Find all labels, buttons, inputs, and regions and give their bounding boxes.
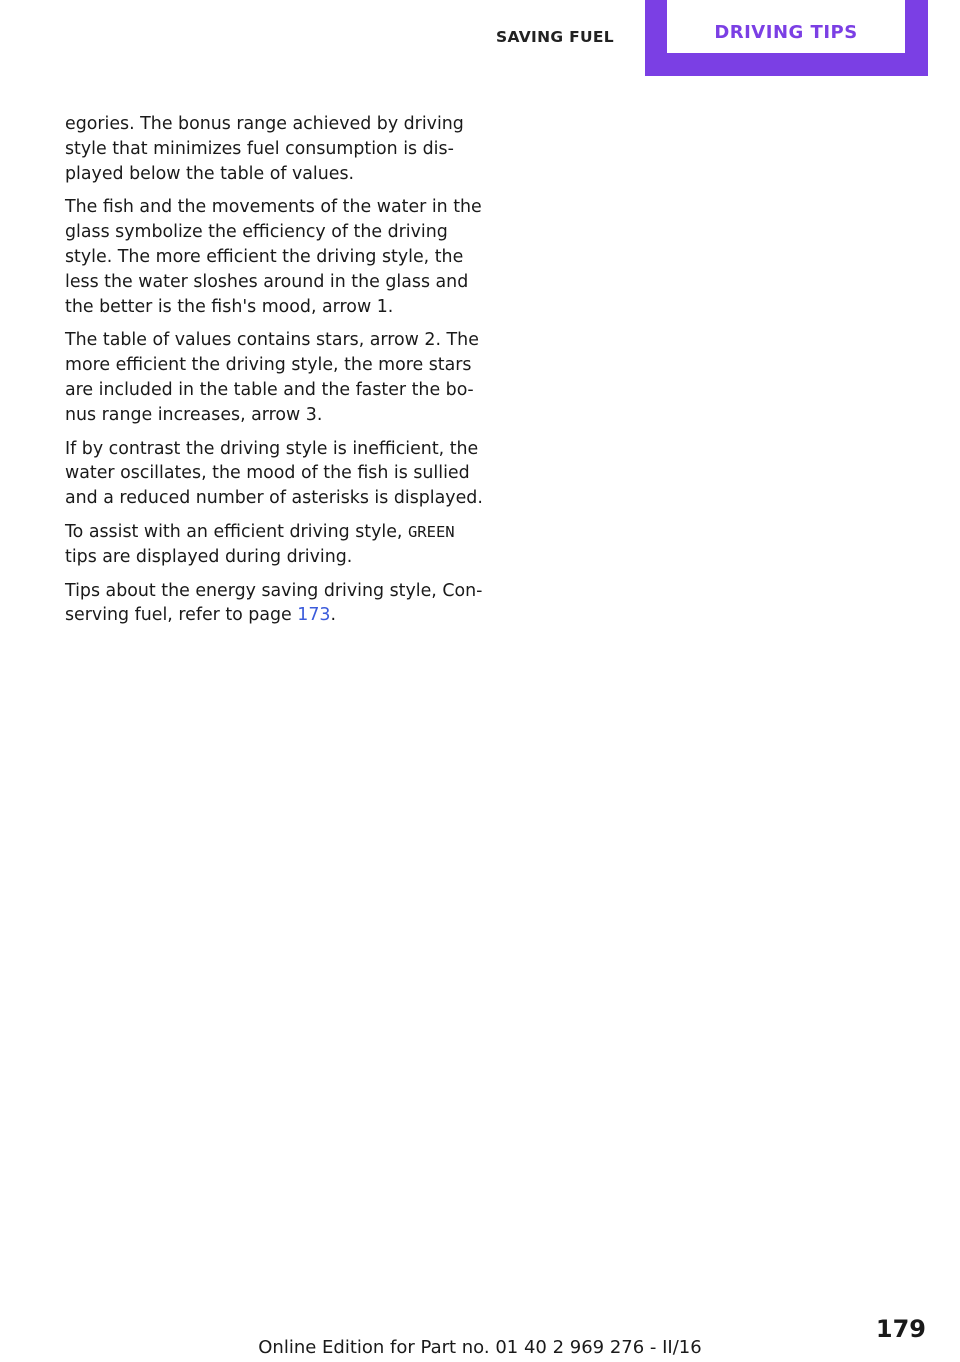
green-display-text: GREEN xyxy=(407,522,455,541)
chapter-tab-inner xyxy=(667,0,905,53)
paragraph-5 xyxy=(65,520,485,570)
paragraph-5-end: tips are displayed during driving. xyxy=(65,546,353,567)
paragraph-2: The fish and the movements of the water in the glass symbolize the efficiency of the driving style. The more efficient the driving style, the less the water sloshes around in the glass and the better is the fish's mood, arrow 1. xyxy=(65,197,482,317)
chapter-tab xyxy=(645,0,928,76)
paragraph-6 xyxy=(65,579,485,629)
paragraph-6-end: . xyxy=(330,605,337,626)
paragraph-1: egories. The bonus range achieved by driving style that minimizes fuel consumption is dis‐ played below the table of values. xyxy=(65,114,464,184)
paragraph-3: The table of values contains stars, arrow 2. The more efficient the driving style, the more stars are included in the table and the faster the bo‐ nus range increases, arrow 3. xyxy=(65,330,479,425)
page-number: 179 xyxy=(875,1315,926,1343)
edition-footer: Online Edition for Part no. 01 40 2 969 276 - II/16 xyxy=(258,1337,702,1358)
paragraph-5-start: To assist with an efficient driving style, xyxy=(65,521,408,542)
section-title: SAVING FUEL xyxy=(496,28,614,46)
paragraph-4: If by contrast the driving style is inefficient, the water oscillates, the mood of the fish is sullied and a reduced number of asterisks is displayed. xyxy=(65,438,483,509)
chapter-title: DRIVING TIPS xyxy=(714,22,858,43)
paragraph-6-start: Tips about the energy saving driving style, Con‐ serving fuel, refer to page xyxy=(65,580,483,626)
page-reference-link[interactable]: 173 xyxy=(297,605,331,626)
body-text xyxy=(65,112,485,637)
